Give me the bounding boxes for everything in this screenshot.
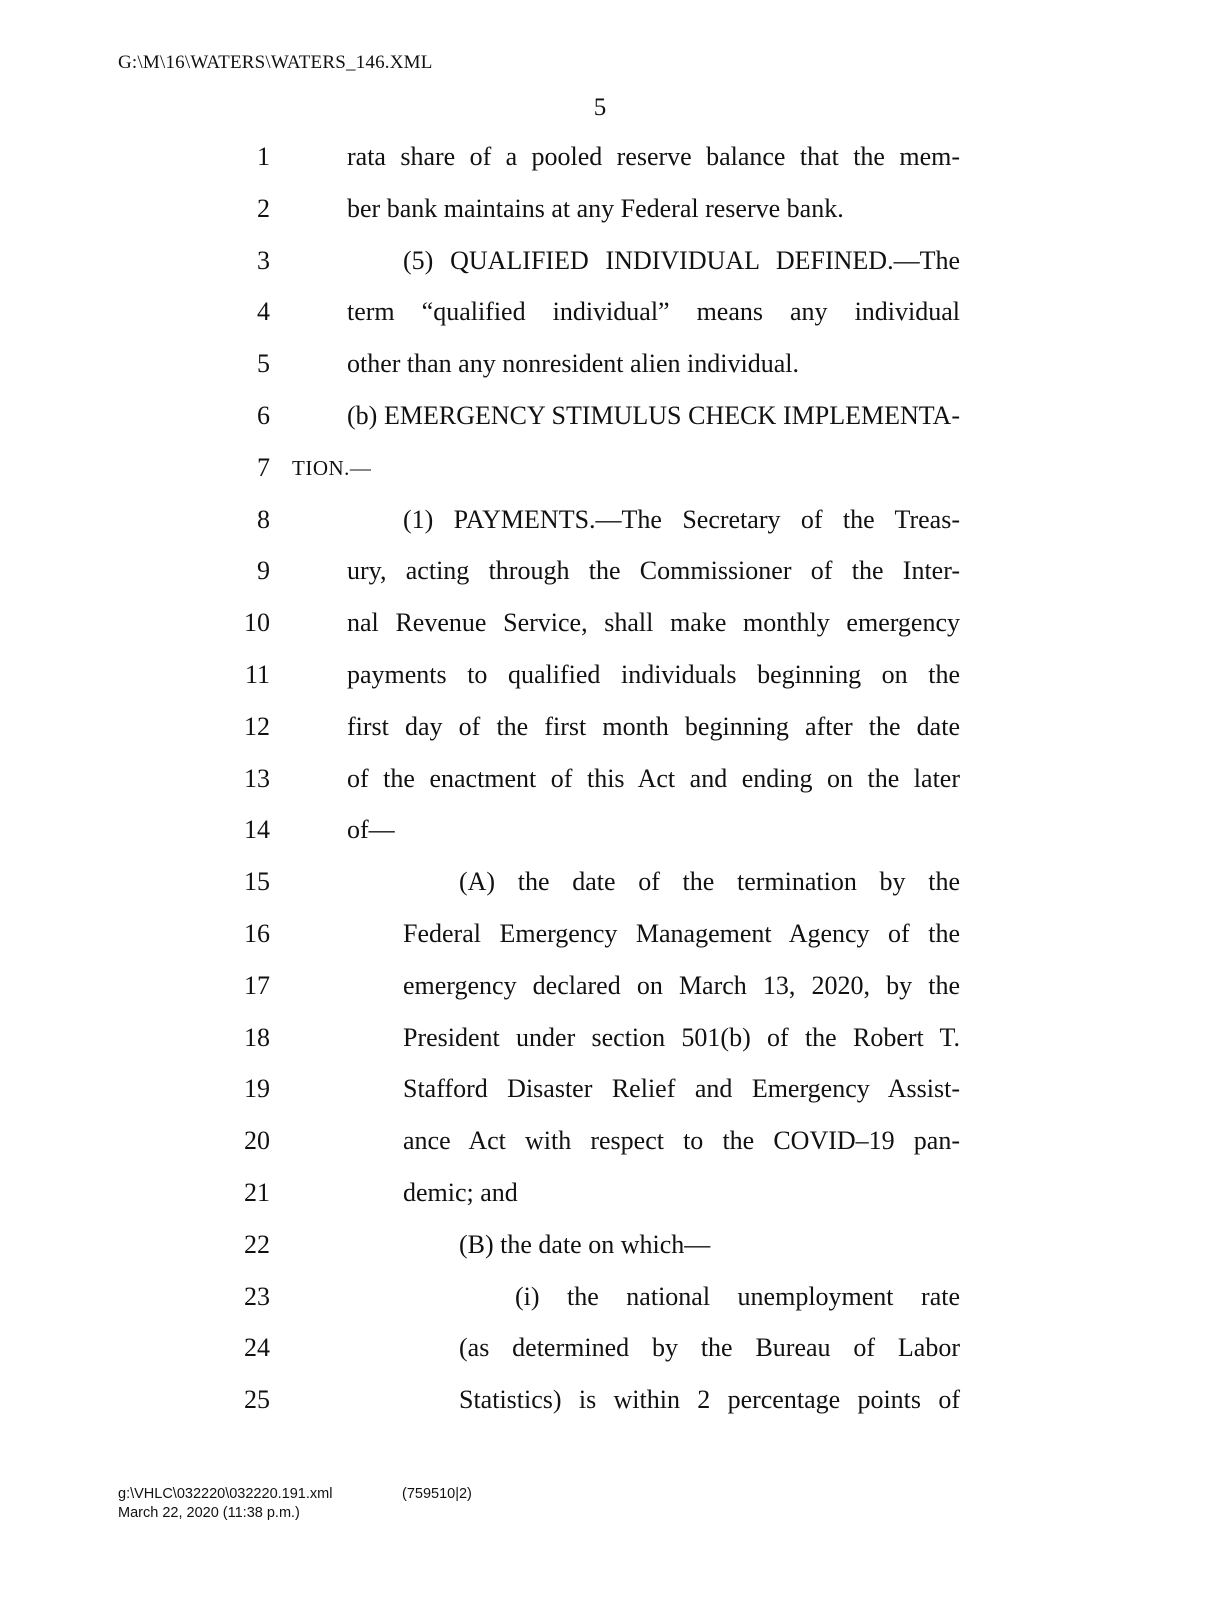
line-number: 18 [244,1022,270,1052]
line-text: demic; and [403,1178,518,1207]
line-number: 23 [244,1281,270,1311]
bill-line [0,862,1231,902]
line-number: 13 [244,763,270,793]
bill-line [0,137,1231,177]
line-number: 22 [244,1229,270,1259]
bill-line [0,603,1231,643]
bill-line [0,292,1231,332]
line-number: 12 [244,711,270,741]
line-text: of the enactment of this Act and ending on the later [347,763,960,793]
bill-line [0,1277,1231,1317]
footer-date: March 22, 2020 (11:38 p.m.) [118,1505,300,1521]
line-text: ber bank maintains at any Federal reserve bank. [347,193,844,223]
bill-line [0,810,1231,850]
bill-line [0,759,1231,799]
bill-line [0,1380,1231,1420]
line-text: TION.— [292,455,372,480]
line-text: ury, acting through the Commissioner of the Inter- [347,556,960,586]
line-number: 4 [257,297,270,327]
line-text: (i) the national unemployment rate [515,1281,960,1311]
line-number: 24 [244,1333,270,1363]
bill-line [0,448,1231,488]
line-number: 14 [244,815,270,845]
bill-line [0,551,1231,591]
line-number: 19 [244,1074,270,1104]
bill-line [0,1173,1231,1213]
line-text: other than any nonresident alien individual. [347,349,799,379]
line-text: rata share of a pooled reserve balance that the mem- [347,142,960,171]
line-number: 6 [257,401,270,430]
page-number: 5 [593,94,607,121]
bill-line [0,707,1231,747]
line-text: (5) QUALIFIED INDIVIDUAL DEFINED.—The [403,245,960,275]
bill-line [0,914,1231,954]
bill-line [0,966,1231,1006]
bill-line [0,1225,1231,1265]
line-text: first day of the first month beginning after the date [347,711,960,741]
line-text: (1) PAYMENTS.—The Secretary of the Treas- [403,504,960,534]
line-number: 2 [257,193,270,223]
line-number: 10 [244,608,270,638]
line-text: (as determined by the Bureau of Labor [459,1333,960,1363]
line-number: 25 [244,1385,270,1415]
line-number: 21 [244,1178,270,1207]
line-text: (A) the date of the termination by the [459,867,960,897]
line-text: emergency declared on March 13, 2020, by the [403,970,960,1000]
line-number: 9 [257,556,270,586]
bill-line [0,241,1231,281]
line-number: 1 [257,142,270,171]
bill-line [0,396,1231,436]
line-text: Stafford Disaster Relief and Emergency Assist- [403,1074,960,1104]
line-text: ance Act with respect to the COVID–19 pan- [403,1126,960,1156]
line-number: 17 [244,970,270,1000]
line-number: 5 [257,349,270,379]
line-number: 11 [244,660,270,689]
line-text: payments to qualified individuals beginning on the [347,660,960,689]
bill-line [0,1018,1231,1058]
line-number: 8 [257,504,270,534]
line-text: President under section 501(b) of the Robert T. [403,1022,960,1052]
bill-line [0,1328,1231,1368]
line-text: Federal Emergency Management Agency of the [403,919,960,948]
document-path: G:\M\16\WATERS\WATERS_146.XML [118,52,433,73]
bill-line [0,500,1231,540]
line-number: 15 [244,867,270,897]
line-number: 3 [257,245,270,275]
line-text: (b) EMERGENCY STIMULUS CHECK IMPLEMENTA- [347,401,960,430]
line-number: 7 [257,452,270,482]
line-text: term “qualified individual” means any individual [347,297,960,327]
footer-doc-code: (759510|2) [402,1486,472,1502]
bill-line [0,189,1231,229]
bill-line [0,655,1231,695]
bill-line [0,1069,1231,1109]
bill-line [0,344,1231,384]
footer-file-path: g:\VHLC\032220\032220.191.xml [118,1486,333,1502]
line-text: nal Revenue Service, shall make monthly emergency [347,608,960,638]
line-text: (B) the date on which— [459,1229,711,1259]
line-text: Statistics) is within 2 percentage points of [459,1385,960,1415]
line-number: 20 [244,1126,270,1156]
line-number: 16 [244,919,270,948]
line-text: of— [347,815,395,845]
bill-line [0,1121,1231,1161]
